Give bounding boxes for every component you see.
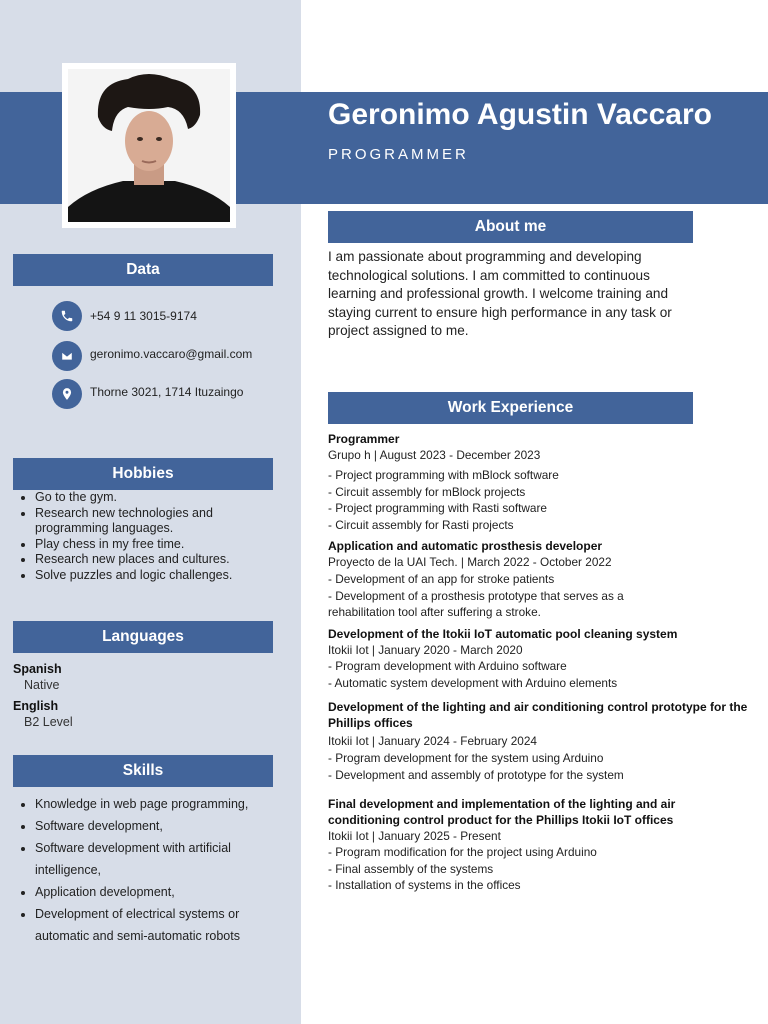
job-entry (328, 431, 748, 533)
email-icon (52, 341, 82, 371)
job-detail: - Project programming with mBlock software (328, 468, 559, 482)
list-item: • Go to the gym. (35, 490, 267, 506)
skills-section-heading: Skills (13, 755, 273, 787)
data-section-heading: Data (13, 254, 273, 286)
job-detail: - Circuit assembly for mBlock projects (328, 484, 526, 499)
job-meta: Grupo h | August 2023 - December 2023 (328, 448, 541, 462)
language-name: English (13, 699, 59, 713)
job-title: Programmer (328, 432, 400, 446)
phone-icon (52, 301, 82, 331)
job-detail: - Development of a prosthesis prototype that serves as a (328, 588, 624, 603)
language-level: Native (24, 678, 60, 692)
job-detail: - Automatic system development with Arduino elements (328, 675, 618, 690)
job-title: Development of the lighting and air conditioning control prototype for the Phillips offices (328, 700, 748, 730)
job-meta: Itokii Iot | January 2020 - March 2020 (328, 643, 523, 657)
list-item: • Research new technologies and programming languages. (35, 506, 267, 537)
location-pin-icon (52, 379, 82, 409)
language-entry-spanish (13, 662, 62, 692)
experience-section-heading: Work Experience (328, 392, 693, 424)
list-item: • Knowledge in web page programming, (35, 793, 275, 815)
list-item: • Play chess in my free time. (35, 537, 267, 553)
language-level: B2 Level (24, 715, 73, 729)
email-text: geronimo.vaccaro@gmail.com (90, 347, 253, 361)
contact-address (52, 379, 243, 409)
hobbies-section-heading: Hobbies (13, 458, 273, 490)
about-text: I am passionate about programming and developing technological solutions. I am committed to continuous learning and professional growth. I welcome training and staying current to ensure high performance in any task or project assigned to me. (328, 249, 672, 338)
job-entry (328, 796, 748, 894)
job-entry (328, 699, 748, 783)
job-entry (328, 626, 748, 691)
job-detail: - Project programming with Rasti software (328, 501, 547, 515)
candidate-name: Geronimo Agustin Vaccaro (328, 98, 712, 131)
about-section-heading: About me (328, 211, 693, 243)
job-detail: - Development of an app for stroke patients (328, 572, 555, 586)
job-title: Application and automatic prosthesis developer (328, 539, 603, 553)
language-entry-english (13, 699, 73, 729)
list-item: • Solve puzzles and logic challenges. (35, 568, 267, 584)
job-title: Final development and implementation of the lighting and air conditioning control product for the Phillips Itokii IoT offices (328, 797, 676, 827)
job-detail: rehabilitation tool after suffering a stroke. (328, 605, 541, 619)
contact-email (52, 341, 252, 371)
job-entry (328, 538, 748, 621)
phone-text: +54 9 11 3015-9174 (90, 309, 197, 323)
job-detail: - Installation of systems in the offices (328, 878, 521, 892)
languages-section-heading: Languages (13, 621, 273, 653)
job-title: Development of the Itokii IoT automatic pool cleaning system (328, 627, 678, 641)
job-detail: - Program modification for the project using Arduino (328, 845, 597, 859)
job-detail: - Final assembly of the systems (328, 861, 494, 876)
job-meta: Itokii Iot | January 2024 - February 2024 (328, 734, 537, 748)
job-meta: Itokii Iot | January 2025 - Present (328, 829, 501, 843)
language-name: Spanish (13, 662, 62, 676)
list-item: • Development of electrical systems or automatic and semi-automatic robots (35, 903, 275, 947)
job-detail: - Program development with Arduino software (328, 659, 567, 673)
hobbies-list (35, 490, 267, 584)
list-item: • Research new places and cultures. (35, 552, 267, 568)
contact-phone (52, 301, 197, 331)
list-item: • Software development, (35, 815, 275, 837)
job-detail: - Program development for the system using Arduino (328, 751, 604, 765)
skills-list (35, 793, 275, 947)
job-detail: - Development and assembly of prototype for the system (328, 767, 624, 782)
profile-photo-frame (62, 63, 236, 228)
list-item: • Software development with artificial intelligence, (35, 837, 275, 881)
job-detail: - Circuit assembly for Rasti projects (328, 517, 514, 532)
candidate-role: PROGRAMMER (328, 146, 469, 163)
profile-photo (68, 69, 230, 222)
job-meta: Proyecto de la UAI Tech. | March 2022 - October 2022 (328, 555, 612, 569)
list-item: • Application development, (35, 881, 275, 903)
address-text: Thorne 3021, 1714 Ituzaingo (90, 385, 244, 399)
